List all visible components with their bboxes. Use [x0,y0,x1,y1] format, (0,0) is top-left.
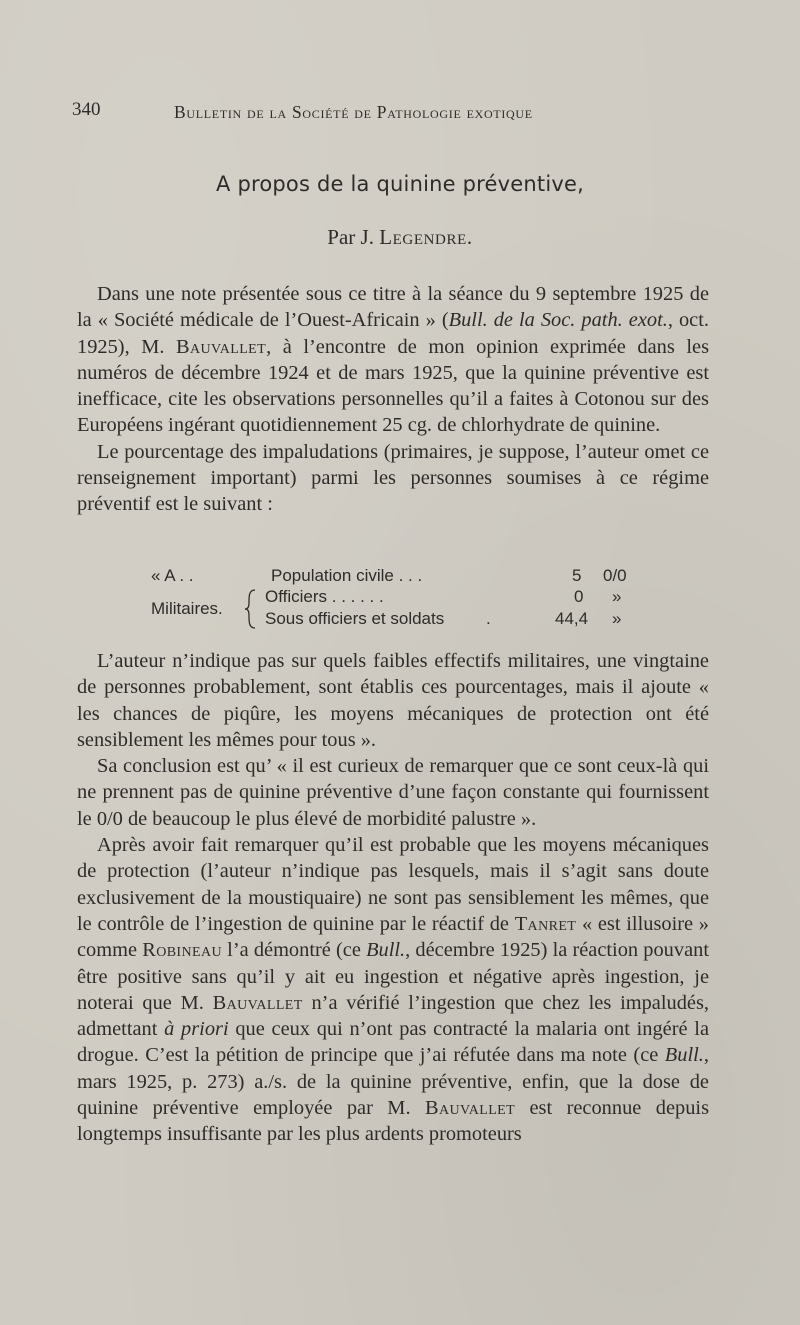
para1-text-c: , à l’encontre de mon opinion exprimée dans les numéros de décembre 1924 et de mars 1925, que la quinine préventive est inefficace, cite les observations personnelles qu’il a faites à Cotonou sur des Européens ingérant quotidiennement 25 cg. de chlorhydrate de quinine. [77,335,710,437]
running-head: Bulletin de la Société de Pathologie exotique [174,102,533,122]
paragraph-5 [77,832,709,1148]
journal-citation: Bull. [366,939,406,962]
para5-text-d: , décembre 1925) la réaction pouvant être positive sans qu’il y ait eu ingestion et négative après ingestion, je noterai que M. [77,939,709,1014]
article-body-bottom [77,648,709,1148]
author-name: Bauvallet [176,335,267,358]
stats-row2-unit: » [612,587,622,606]
para5-text-g: , mars 1925, p. 273) a./s. de la quinine préventive, enfin, que la dose de quinine préventive employée par M. [77,1044,709,1120]
byline [0,225,800,250]
stats-row1-label-a: « A . . [151,566,194,585]
byline-author: Legendre. [379,225,473,249]
page-number: 340 [72,99,101,120]
author-name: Bauvallet [212,991,303,1014]
paragraph-2: Le pourcentage des impaludations (primaires, je suppose, l’auteur omet ce renseignement important) parmi les personnes soumises à ce régime préventif est le suivant : [77,440,709,516]
page-header [72,99,712,125]
byline-prefix: Par J. [327,225,374,249]
brace-icon [243,588,257,630]
para5-text-a: Après avoir fait remarquer qu’il est probable que les moyens mécaniques de protection (l’auteur n’indique pas lesquels, mais il s’agit sans doute exclusivement de la moustiquaire) ne sont pas sensiblement les mêmes, que le contrôle de l’ingestion de quinine par le réactif de [77,834,709,935]
stats-row3-dot: . [486,609,491,628]
paragraph-4: Sa conclusion est qu’ « il est curieux de remarquer que ce sont ceux-là qui ne prennent pas de quinine préventive d’une façon constante qui fournissent le 0/0 de beaucoup le plus élevé de morbidité palustre ». [77,755,709,830]
paragraph-3: L’auteur n’indique pas sur quels faibles effectifs militaires, une vingtaine de personnes probablement, sont établis ces pourcentages, mais il ajoute « les chances de piqûre, les moyens mécaniques de protection ont été sensiblement les mêmes pour tous ». [77,650,709,751]
stats-row3-label: Sous officiers et soldats [265,609,445,628]
para5-text-f: que ceux qui n’ont pas contracté la malaria ont ingéré la drogue. C’est la pétition de principe que j’ai réfutée dans ma note (ce [77,1018,709,1067]
italic-phrase: à priori [164,1018,229,1041]
journal-citation: Bull. de la Soc. path. exot. [448,309,668,332]
para1-text-b: , oct. 1925), M. [77,309,709,358]
para5-text-h: est reconnue depuis longtemps insuffisante par les plus ardents promoteurs [77,1097,710,1146]
para5-text-c: l’a démontré (ce [221,939,367,962]
stats-row1-value: 5 [572,566,582,585]
paragraph-1 [77,281,709,439]
author-name: Tanret [514,912,577,935]
stats-row3-unit: » [612,609,622,628]
stats-row2-value: 0 [574,587,584,606]
journal-citation: Bull. [664,1044,704,1067]
article-title: A propos de la quinine préventive, [216,172,584,196]
stats-row2-label: Officiers . . . . . . [265,587,384,606]
para1-text-a: Dans une note présentée sous ce titre à la séance du 9 septembre 1925 de la « Société médicale de l’Ouest-Africain » ( [77,283,709,332]
stats-row3-value: 44,4 [555,609,589,628]
para5-text-e: n’a vérifié l’ingestion que chez les impaludés, admettant [77,991,709,1041]
stats-row1-unit: 0/0 [603,566,627,585]
para5-text-b: « est illusoire » comme [77,912,709,962]
author-name: Robineau [142,939,222,962]
stats-row1-label-b: Population civile . . . [271,566,423,585]
stats-group-label: Militaires. [151,599,223,618]
author-name: Bauvallet [425,1097,516,1120]
article-body-top [77,281,709,518]
